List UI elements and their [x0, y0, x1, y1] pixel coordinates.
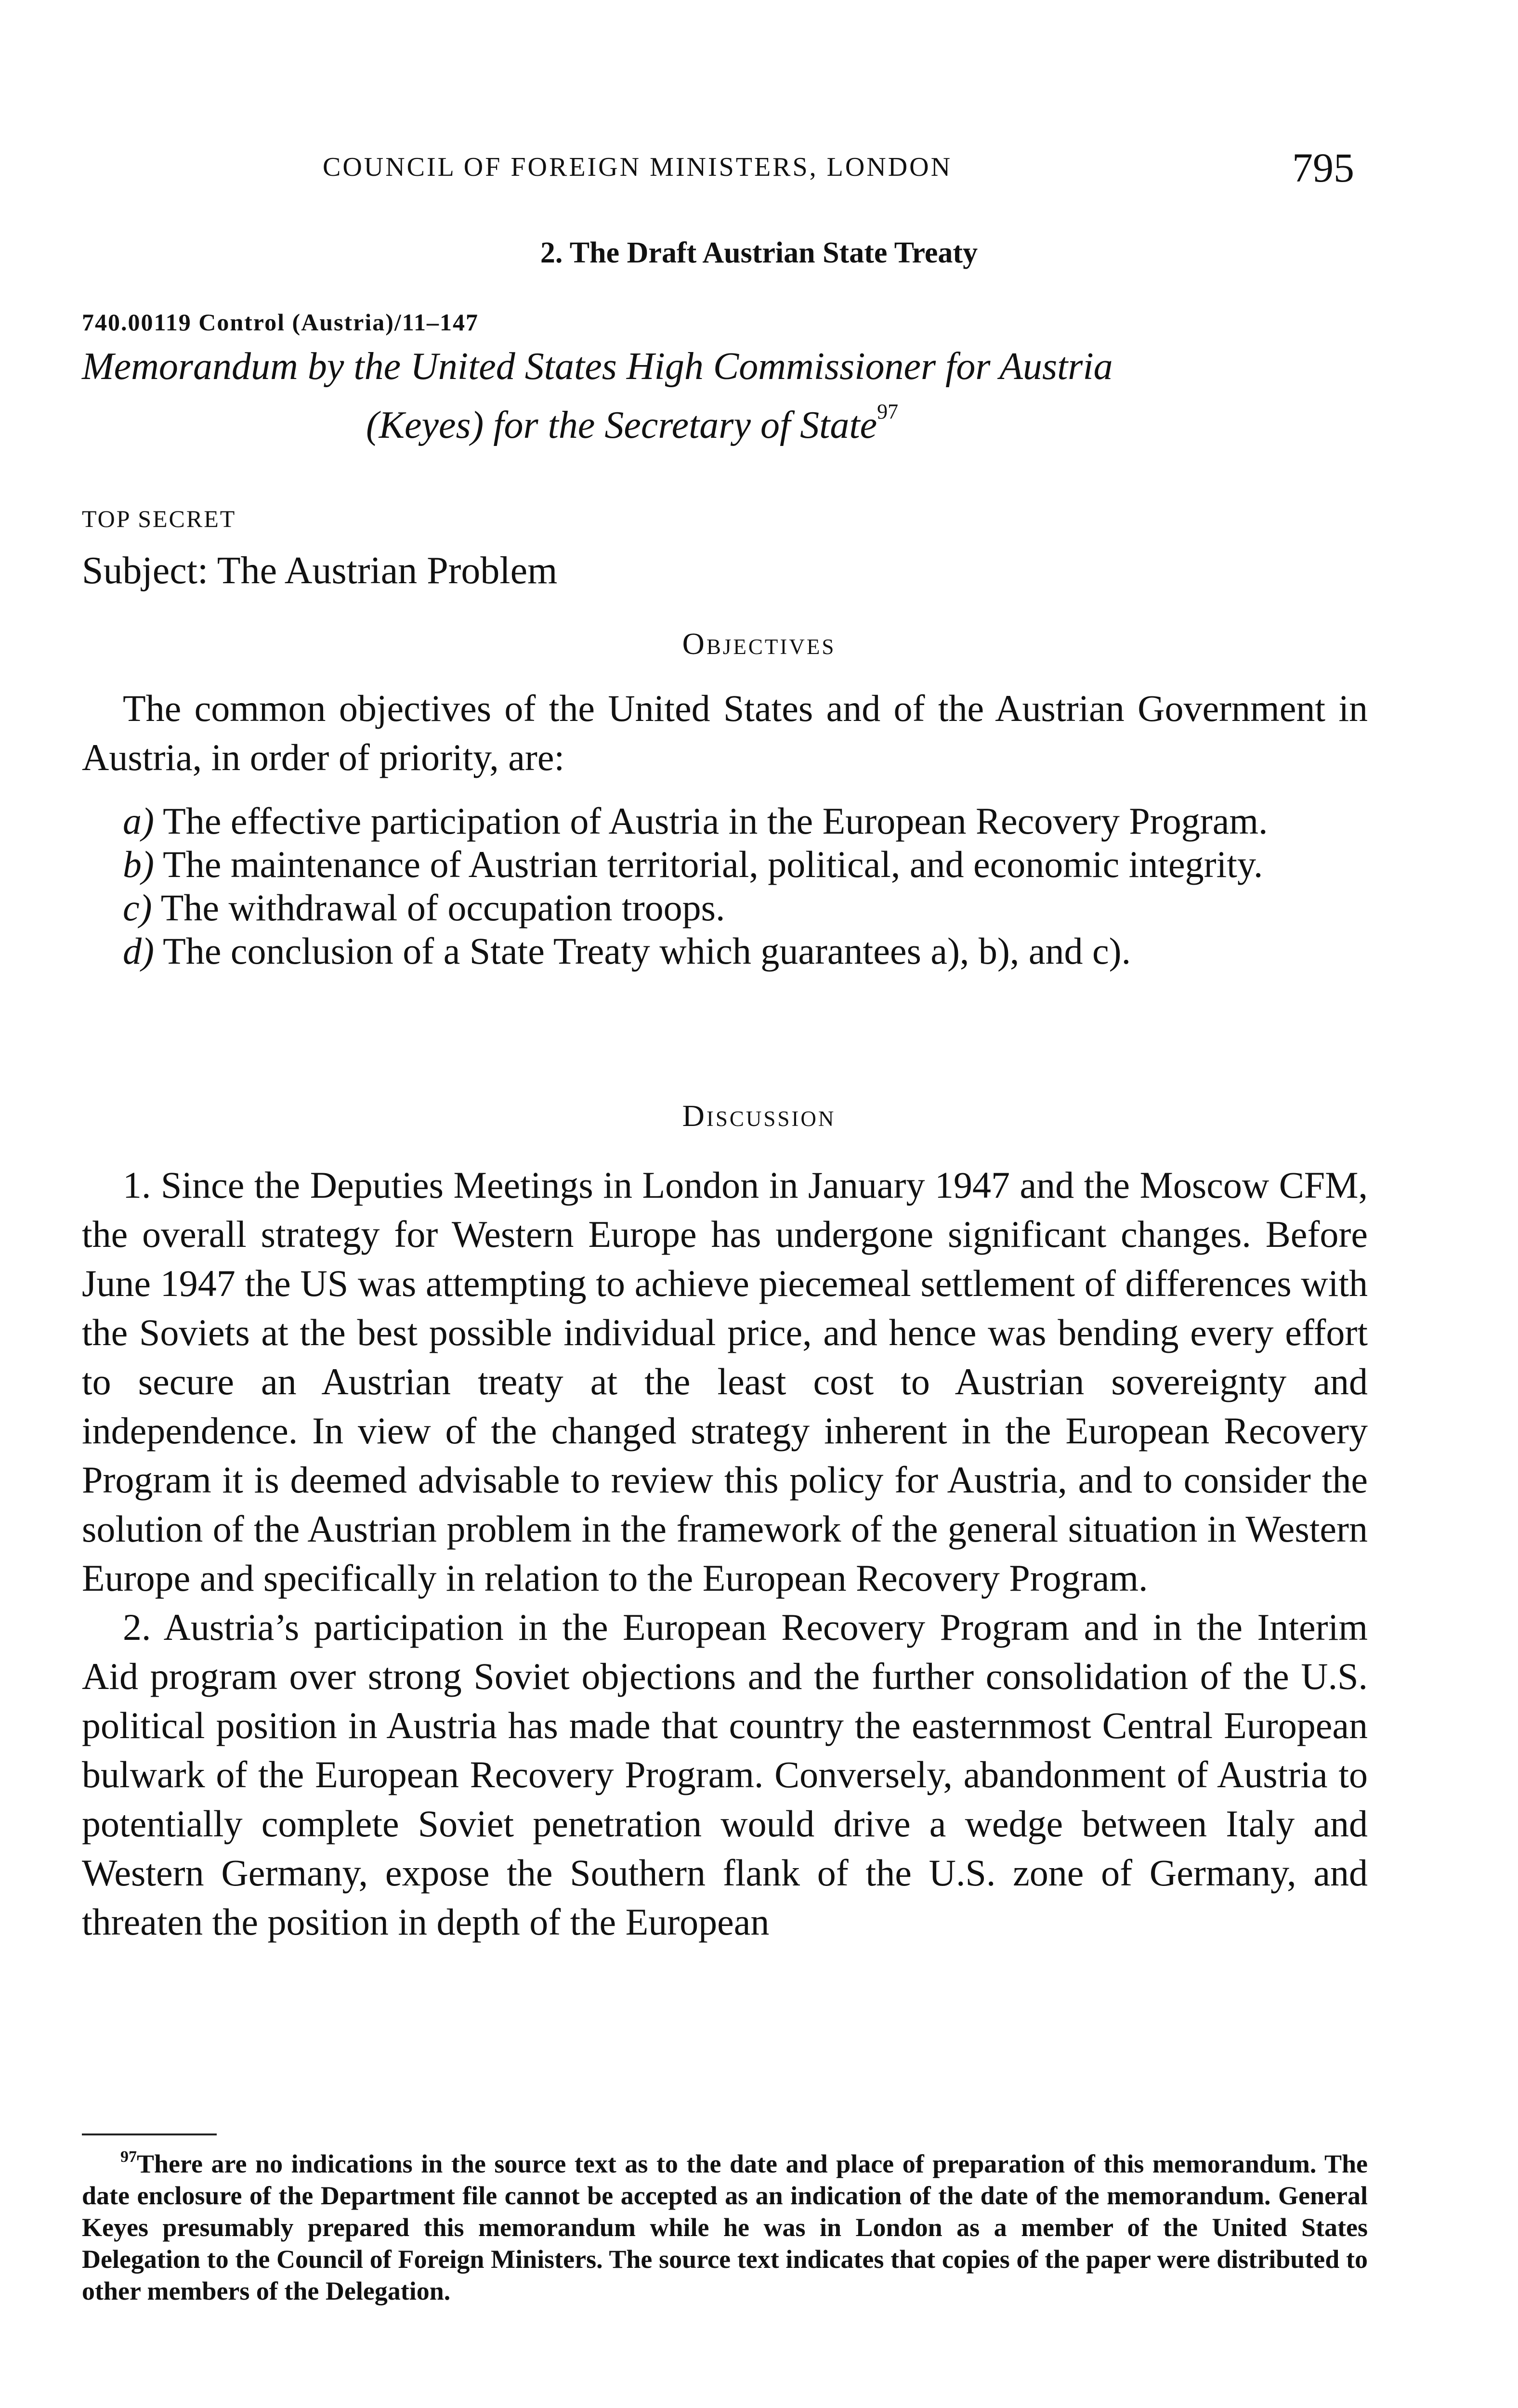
running-header: COUNCIL OF FOREIGN MINISTERS, LONDON [323, 152, 953, 182]
objective-item [82, 886, 1368, 929]
document-title [82, 337, 1373, 455]
objective-marker: a) [123, 800, 154, 842]
objective-marker: c) [123, 887, 152, 929]
document-title-line2-wrap [82, 396, 1373, 455]
discussion-paragraph: 2. Austria’s participation in the European Recovery Program and in the Interim Aid program over strong Soviet objections and the further consolidation of the U.S. political position in Austria has made that country the easternmost Central European bulwark of the European Recovery Program. Conversely, abandonment of Austria to potentially complete Soviet penetration would drive a wedge between Italy and Western Germany, expose the Southern flank of the U.S. zone of Germany, and threaten the position in depth of the European [82, 1606, 1368, 1943]
objective-marker: b) [123, 843, 154, 885]
discussion-paragraph: 1. Since the Deputies Meetings in London in January 1947 and the Moscow CFM, the overall strategy for Western Europe has undergone significant changes. Before June 1947 the US was attempting to achieve piecemeal settlement of differences with the Soviets at the best possible individual price, and hence was bending every effort to secure an Austrian treaty at the least cost to Austrian sovereignty and independence. In view of the changed strategy inherent in the European Recovery Program it is deemed advisable to review this policy for Austria, and to consider the solution of the Austrian problem in the framework of the general situation in Western Europe and specifically in relation to the European Recovery Program. [82, 1164, 1368, 1599]
objective-marker: d) [123, 930, 154, 972]
page-number: 795 [1292, 144, 1354, 191]
objectives-list [82, 799, 1368, 973]
footnote-reference[interactable]: 97 [877, 400, 899, 423]
objectives-heading: Objectives [682, 627, 836, 661]
discussion-body [82, 1161, 1368, 1947]
document-title-line1: Memorandum by the United States High Commissioner for Austria [82, 345, 1113, 388]
subject-line: Subject: The Austrian Problem [82, 550, 558, 592]
section-heading: 2. The Draft Austrian State Treaty [540, 236, 978, 269]
objective-text: The effective participation of Austria in the European Recovery Program. [163, 800, 1268, 842]
objective-item [82, 929, 1368, 973]
discussion-heading: Discussion [682, 1099, 836, 1133]
objective-text: The withdrawal of occupation troops. [160, 887, 725, 929]
objective-text: The maintenance of Austrian territorial, political, and economic integrity. [163, 843, 1263, 885]
file-reference: 740.00119 Control (Austria)/11–147 [82, 309, 479, 336]
classification-marking: TOP SECRET [82, 505, 236, 532]
footnote [82, 2148, 1368, 2307]
footnote-divider [82, 2133, 217, 2135]
document-title-line2: (Keyes) for the Secretary of State [366, 404, 877, 446]
footnote-text: There are no indications in the source text as to the date and place of preparation of this memorandum. The date enclosure of the Department file cannot be accepted as an indication of the date of the memorandum. General Keyes presumably prepared this memorandum while he was in London as a member of the United States Delegation to the Council of Foreign Ministers. The source text indicates that copies of the paper were distributed to other members of the Delegation. [82, 2149, 1368, 2305]
objective-item [82, 843, 1368, 886]
footnote-mark: 97 [120, 2148, 137, 2166]
objectives-intro-text: The common objectives of the United States and of the Austrian Government in Austria, in order of priority, are: [82, 687, 1368, 778]
objectives-intro [82, 684, 1368, 782]
objective-item [82, 799, 1368, 843]
objective-text: The conclusion of a State Treaty which guarantees a), b), and c). [163, 930, 1131, 972]
